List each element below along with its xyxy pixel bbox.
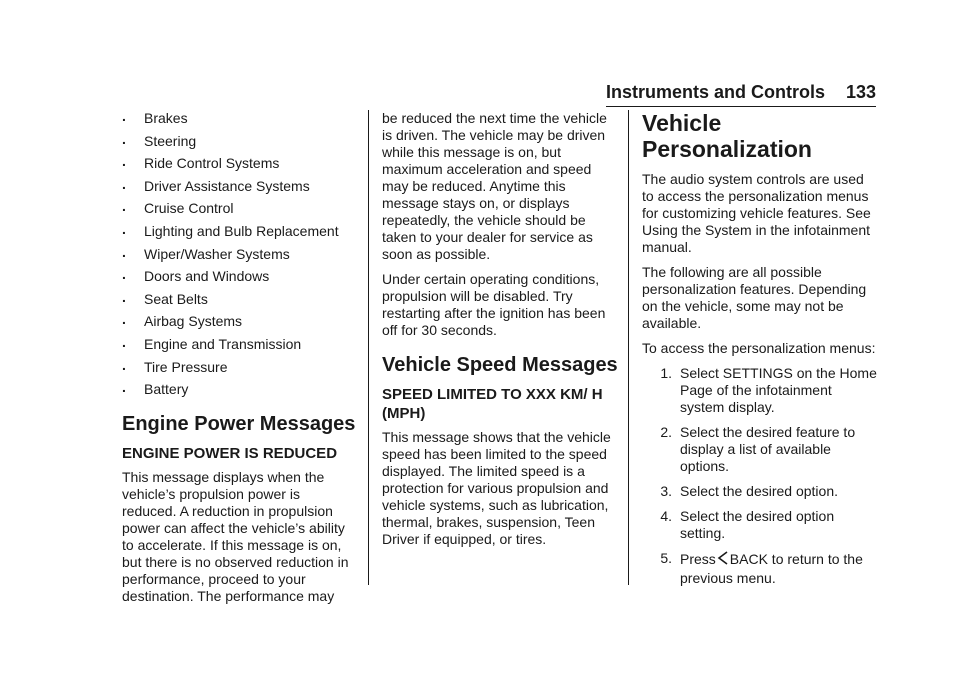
step-text xyxy=(680,550,878,587)
engine-power-paragraph: This message displays when the vehicle’s propulsion power is reduced. A reduction in propulsion power can affect the vehicle’s ability to accelerate. If this message is on, but there is no observed reduction in performance, proceed to your destination. The performance may xyxy=(122,469,349,605)
personalization-steps xyxy=(642,365,878,587)
bullet-item: . Wiper/Washer Systems xyxy=(122,246,358,263)
header-rule xyxy=(606,106,876,107)
bullet-item: . Steering xyxy=(122,133,358,150)
section-heading-engine-power: Engine Power Messages xyxy=(122,413,356,436)
column-2 xyxy=(382,110,618,556)
step-press-text: Press xyxy=(680,551,716,567)
bullet-item: . Brakes xyxy=(122,110,358,127)
section-heading-vehicle-speed: Vehicle Speed Messages xyxy=(382,354,618,376)
page-number: 133 xyxy=(845,82,876,102)
step-item xyxy=(642,550,878,587)
page-header xyxy=(606,80,876,104)
step-back-text: BACK to return to the previous menu. xyxy=(680,551,863,586)
bullet-item: . Ride Control Systems xyxy=(122,155,358,172)
step-item xyxy=(642,483,878,500)
subheading-engine-power-reduced: ENGINE POWER IS REDUCED xyxy=(122,445,338,463)
step-number: 2. xyxy=(660,424,672,440)
column-divider-2 xyxy=(628,110,629,585)
subheading-speed-limited: SPEED LIMITED TO XXX KM/ H (MPH) xyxy=(382,386,603,422)
speed-limited-paragraph: This message shows that the vehicle speed has been limited to the speed displayed. The limited speed is a protection for various propulsion and vehicle systems, such as lubrication, thermal, brakes, suspension, Teen Driver if equipped, or tires. xyxy=(382,429,611,547)
step-item xyxy=(642,424,878,475)
step-number: 3. xyxy=(660,483,672,499)
column-1 xyxy=(122,110,358,613)
personalization-features-paragraph: The following are all possible personalization features. Depending on the vehicle, some may not be available. xyxy=(642,264,867,331)
bullet-item: . Engine and Transmission xyxy=(122,336,358,353)
step-number: 5. xyxy=(660,550,672,566)
propulsion-disabled-paragraph: Under certain operating conditions, propulsion will be disabled. Try restarting after the ignition has been off for 30 seconds. xyxy=(382,271,606,338)
step-text: Select the desired option setting. xyxy=(680,508,835,541)
bullet-item: . Driver Assistance Systems xyxy=(122,178,358,195)
back-chevron-icon xyxy=(717,550,729,570)
step-number: 1. xyxy=(660,365,672,381)
column-3 xyxy=(642,110,878,595)
step-text: Select the desired option. xyxy=(680,483,838,499)
bullet-item: . Tire Pressure xyxy=(122,359,358,376)
step-item xyxy=(642,508,878,542)
personalization-intro-paragraph: The audio system controls are used to access the personalization menus for customizing vehicle features. See Using the System in the infotainment manual. xyxy=(642,171,871,255)
bullet-item: . Airbag Systems xyxy=(122,313,358,330)
bullet-item: . Lighting and Bulb Replacement xyxy=(122,223,358,240)
step-text: Select the desired feature to display a list of available options. xyxy=(680,424,856,474)
step-number: 4. xyxy=(660,508,672,524)
personalization-access-paragraph: To access the personalization menus: xyxy=(642,340,876,356)
section-heading-personalization: Vehicle Personalization xyxy=(642,110,812,162)
step-item xyxy=(642,365,878,416)
engine-power-paragraph-continued: be reduced the next time the vehicle is driven. The vehicle may be driven while this message is on, but maximum acceleration and speed may be reduced. Anytime this message stays on, or displays repeatedly, the vehicle should be taken to your dealer for service as soon as possible. xyxy=(382,110,607,262)
header-title: Instruments and Controls xyxy=(606,82,826,102)
bullet-item: . Doors and Windows xyxy=(122,268,358,285)
step-text: Select SETTINGS on the Home Page of the infotainment system display. xyxy=(680,365,877,415)
bullet-item: . Cruise Control xyxy=(122,200,358,217)
bullet-item: . Seat Belts xyxy=(122,291,358,308)
system-bullet-list xyxy=(122,110,358,398)
bullet-item: . Battery xyxy=(122,381,358,398)
column-divider-1 xyxy=(368,110,369,585)
